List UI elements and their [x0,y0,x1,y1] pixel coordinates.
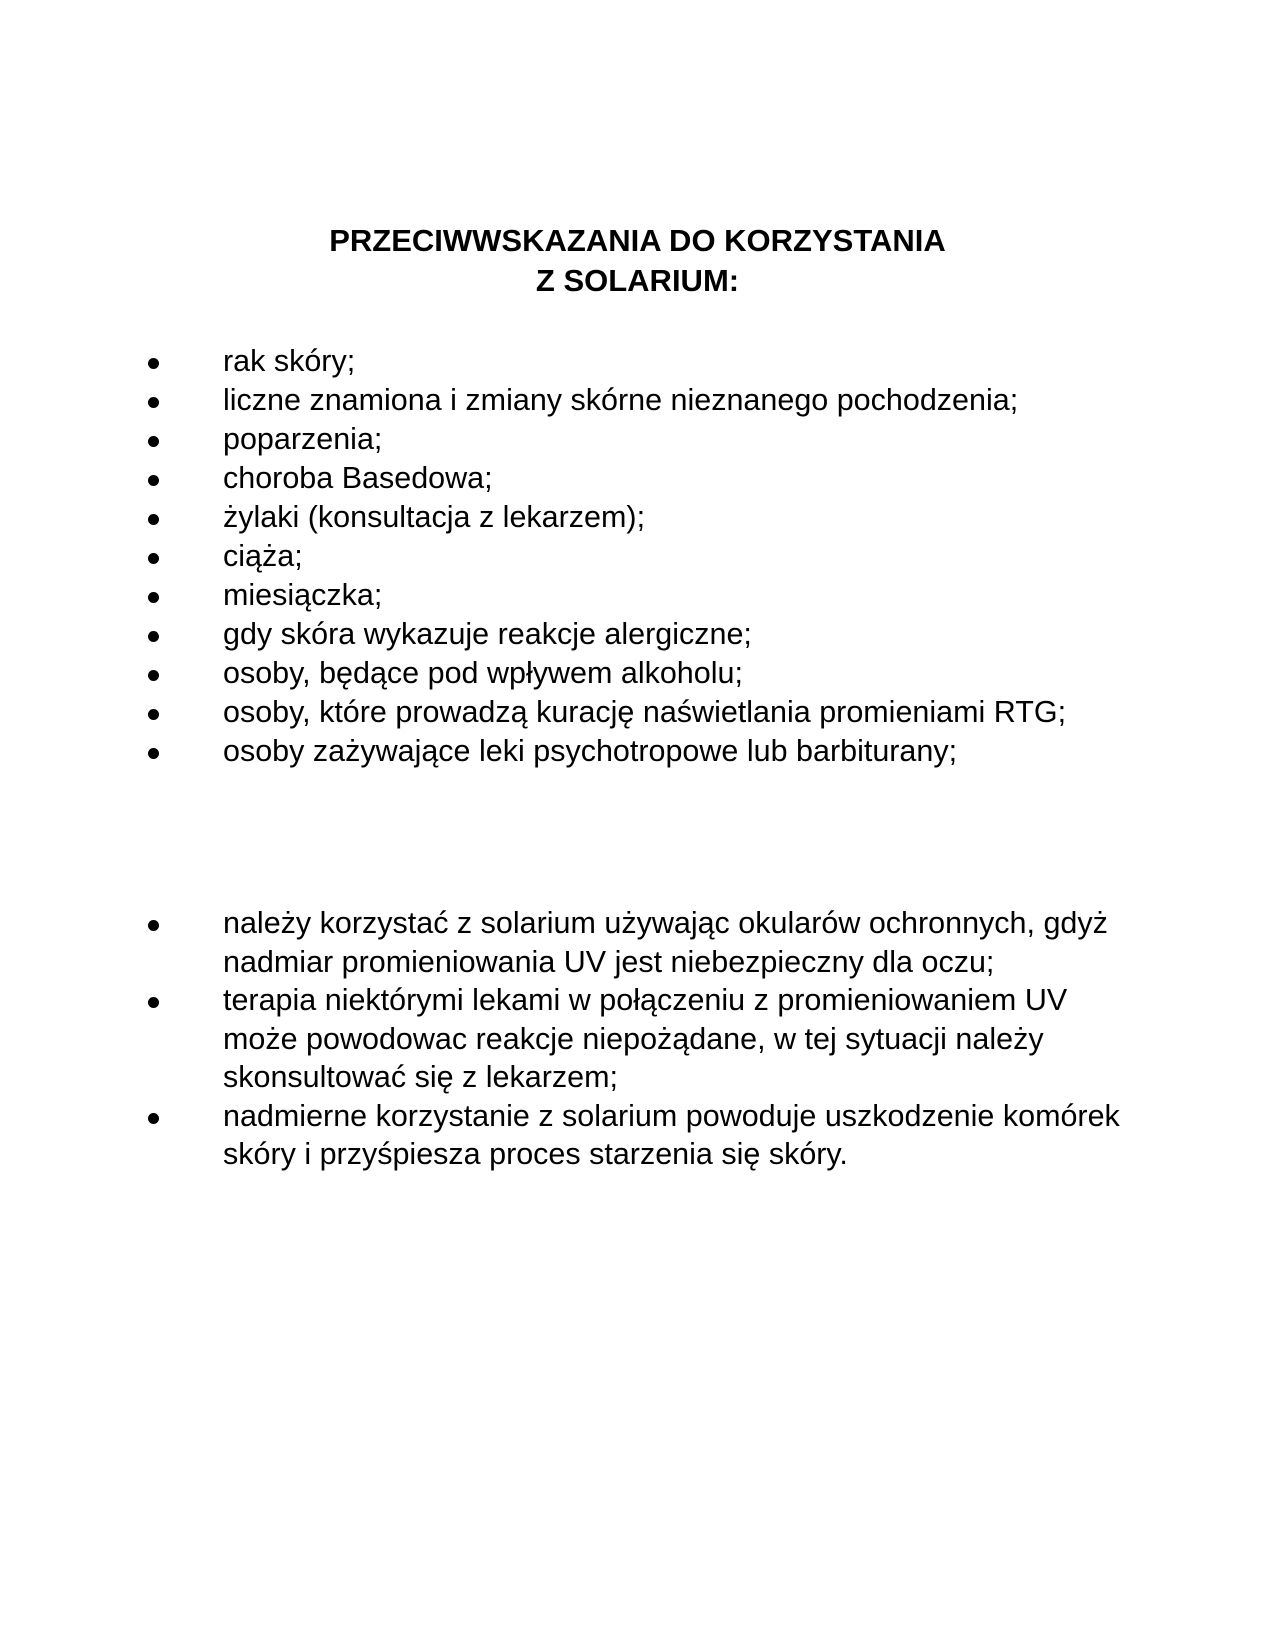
page-title [0,221,1275,301]
list-item-text: rak skóry; [223,344,356,378]
list-item-text: należy korzystać z solarium używając okularów ochronnych, gdyż nadmiar promieniowania UV jest niebezpieczny dla oczu; [223,906,1108,979]
list-item [0,615,1123,654]
bullet-icon [148,670,159,681]
bullet-icon [148,475,159,486]
warnings-list [0,904,1275,1174]
title-line-2: Z SOLARIUM: [535,263,740,298]
list-item [0,420,1123,459]
bullet-icon [148,592,159,603]
bullet-icon [148,553,159,564]
bullet-icon [148,997,159,1008]
list-item [0,576,1123,615]
list-item [0,1097,1123,1174]
list-item [0,381,1123,420]
bullet-icon [148,436,159,447]
list-item [0,654,1123,693]
list-item-text: żylaki (konsultacja z lekarzem); [223,500,646,534]
list-item-text: osoby, które prowadzą kurację naświetlania promieniami RTG; [223,695,1067,729]
list-item [0,342,1123,381]
contraindications-list [0,342,1275,771]
title-line-1: PRZECIWWSKAZANIA DO KORZYSTANIA [329,223,946,258]
list-item [0,498,1123,537]
bullet-icon [148,631,159,642]
list-item-text: terapia niektórymi lekami w połączeniu z promieniowaniem UV może powodowac reakcje niepożądane, w tej sytuacji należy skonsultować się z lekarzem; [223,983,1068,1094]
list-item [0,732,1123,771]
list-item-text: osoby zażywające leki psychotropowe lub barbiturany; [223,734,958,768]
list-item-text: gdy skóra wykazuje reakcje alergiczne; [223,617,752,651]
list-item [0,981,1123,1097]
bullet-icon [148,397,159,408]
bullet-icon [148,920,159,931]
list-item-text: ciąża; [223,539,303,573]
bullet-icon [148,514,159,525]
list-item-text: liczne znamiona i zmiany skórne nieznanego pochodzenia; [223,383,1019,417]
list-item [0,537,1123,576]
list-item-text: osoby, będące pod wpływem alkoholu; [223,656,743,690]
list-item-text: miesiączka; [223,578,383,612]
bullet-icon [148,358,159,369]
list-item [0,904,1123,981]
list-item-text: choroba Basedowa; [223,461,493,495]
bullet-icon [148,1113,159,1124]
bullet-icon [148,748,159,759]
list-item [0,693,1123,732]
list-item-text: nadmierne korzystanie z solarium powoduje uszkodzenie komórek skóry i przyśpiesza proces starzenia się skóry. [223,1098,1120,1171]
list-item-text: poparzenia; [223,422,383,456]
list-item [0,459,1123,498]
bullet-icon [148,709,159,720]
